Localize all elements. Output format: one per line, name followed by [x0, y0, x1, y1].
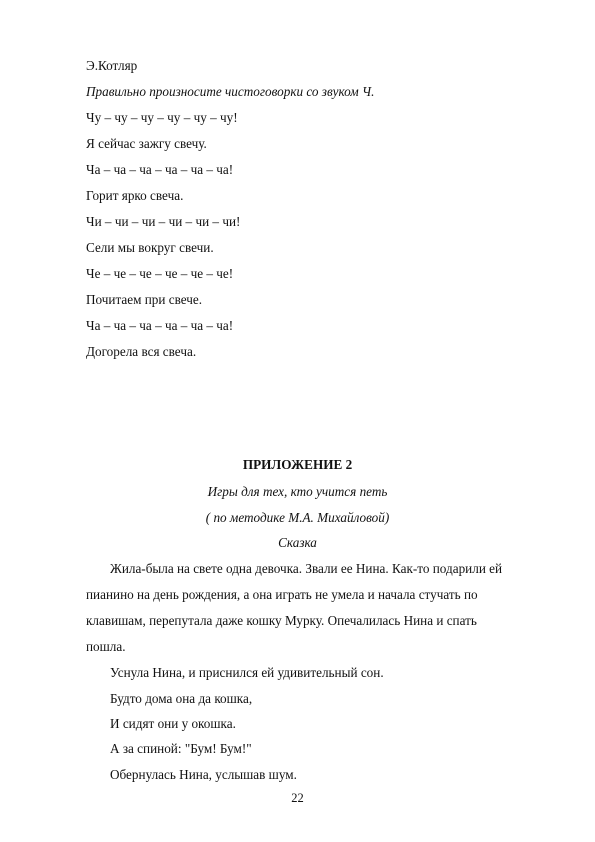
poem-line: Чи – чи – чи – чи – чи – чи!	[86, 214, 241, 229]
poem-line: Ча – ча – ча – ча – ча – ча!	[86, 162, 234, 177]
poem-line: Сели мы вокруг свечи.	[86, 240, 214, 255]
appendix-subtitle: Игры для тех, кто учится петь	[207, 484, 388, 499]
verse-line: Уснула Нина, и приснился ей удивительный сон.	[110, 665, 384, 680]
poem-line: Догорела вся свеча.	[86, 344, 197, 359]
page-number: 22	[291, 791, 304, 805]
appendix-title: ПРИЛОЖЕНИЕ 2	[242, 457, 353, 472]
poem-line: Ча – ча – ча – ча – ча – ча!	[86, 318, 234, 333]
verse-line: Обернулась Нина, услышав шум.	[110, 767, 297, 782]
verse-line: А за спиной: "Бум! Бум!"	[110, 741, 252, 756]
poem-line: Че – че – че – че – че – че!	[86, 266, 234, 281]
paragraph-line: пошла.	[86, 639, 126, 654]
paragraph-line: пианино на день рождения, а она играть не умела и начала стучать по	[86, 587, 478, 602]
appendix-method: ( по методике М.А. Михайловой)	[205, 510, 390, 525]
poem-line: Я сейчас зажгу свечу.	[86, 136, 207, 151]
verse-line: Будто дома она да кошка,	[110, 691, 253, 706]
poem-line: Почитаем при свече.	[86, 292, 203, 307]
poem-line: Горит ярко свеча.	[86, 188, 184, 203]
verse-line: И сидят они у окошка.	[110, 716, 236, 731]
paragraph-line: Жила-была на свете одна девочка. Звали ее Нина. Как-то подарили ей	[110, 561, 503, 576]
instruction-text: Правильно произносите чистоговорки со звуком Ч.	[86, 84, 375, 99]
poem-line: Чу – чу – чу – чу – чу – чу!	[86, 110, 238, 125]
author-name: Э.Котляр	[86, 58, 138, 73]
paragraph-line: клавишам, перепутала даже кошку Мурку. Опечалилась Нина и спать	[86, 613, 477, 628]
tale-title: Сказка	[278, 535, 317, 550]
